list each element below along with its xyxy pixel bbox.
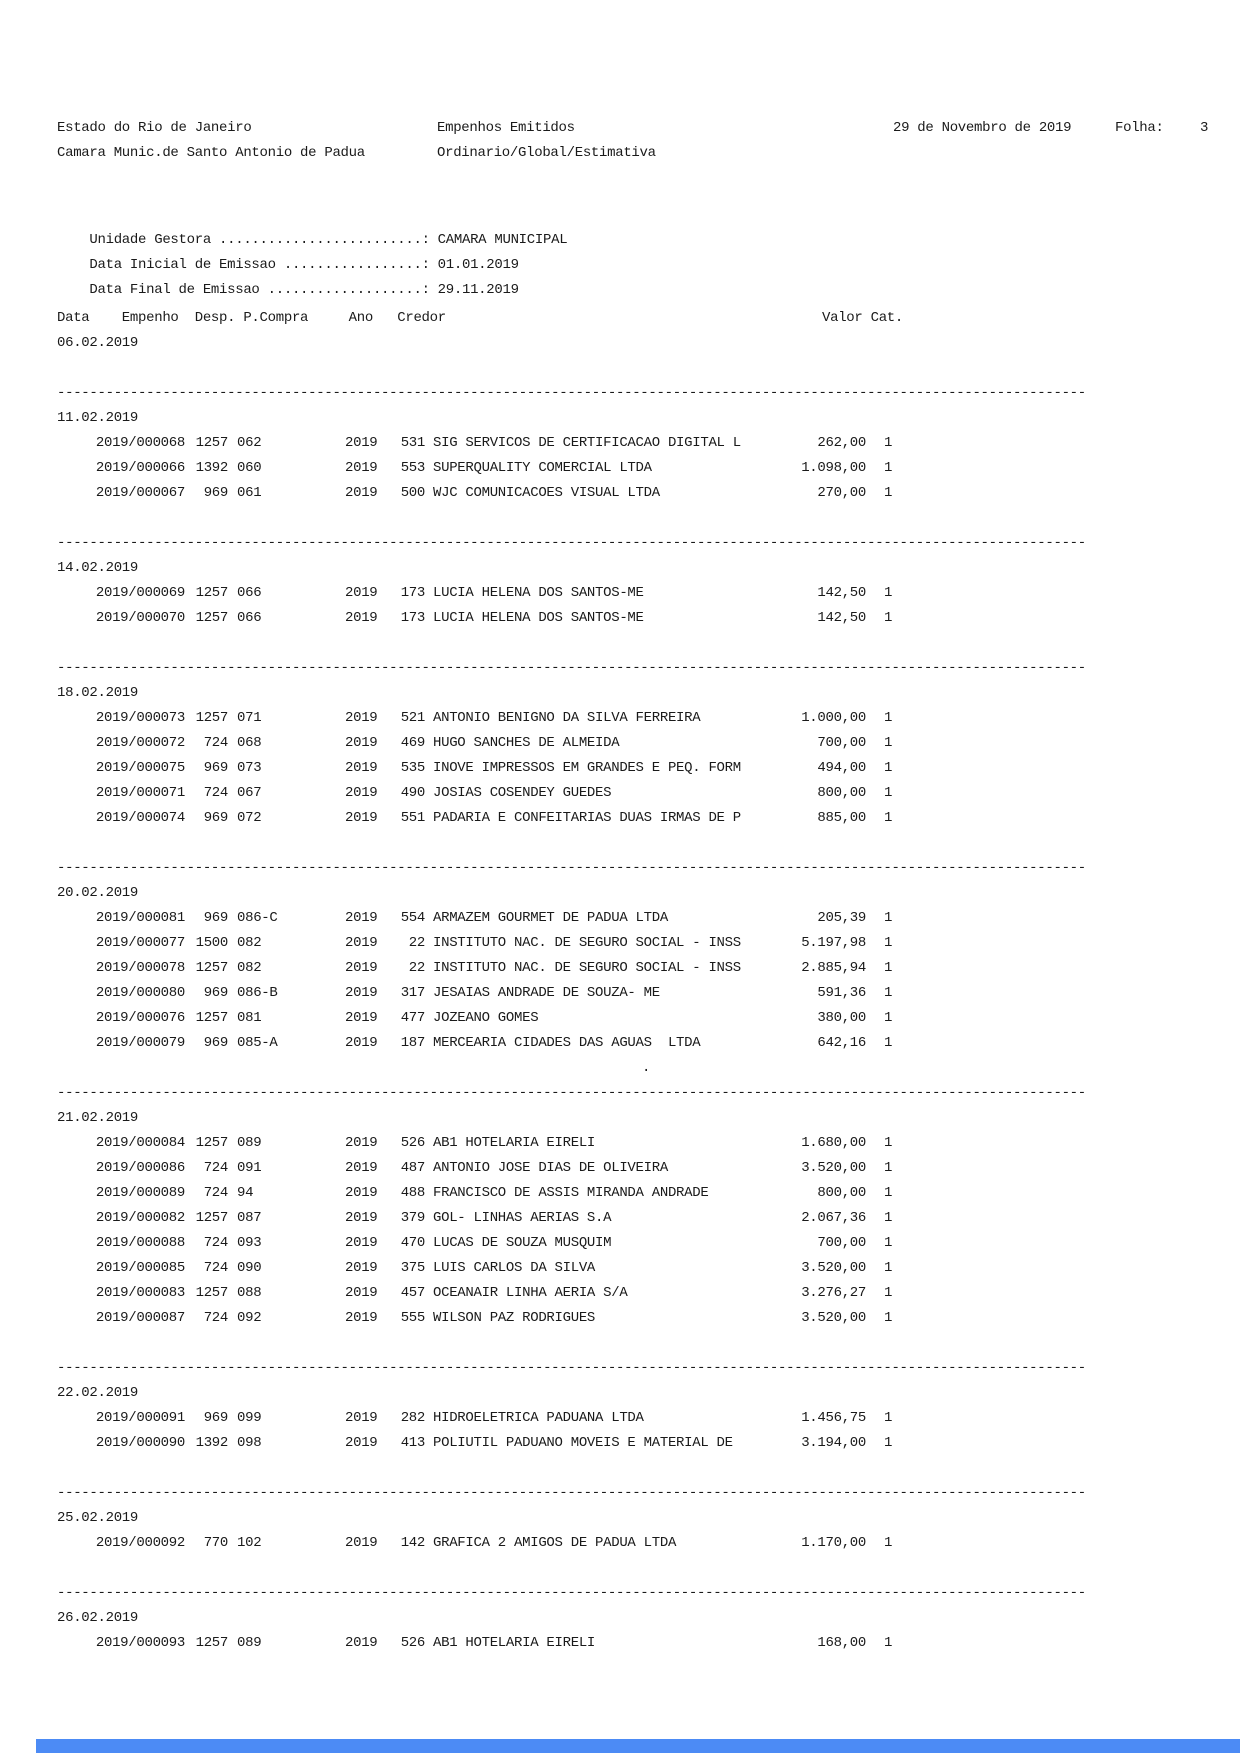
dashed-separator: -------------------------------------------------------------------------------------------------------------------------------: [57, 1360, 1086, 1376]
section-date: 11.02.2019: [57, 410, 139, 426]
cell-desp: 969: [203, 1035, 228, 1051]
cell-pcompra: 066: [237, 610, 262, 626]
cell-desp: 1257: [195, 1635, 228, 1651]
cell-cat: 1: [884, 585, 893, 601]
dashed-separator: -------------------------------------------------------------------------------------------------------------------------------: [57, 1485, 1086, 1501]
cell-empenho: 2019/000093: [95, 1635, 185, 1651]
report-title: Empenhos Emitidos: [437, 120, 575, 136]
section-date: 06.02.2019: [57, 335, 139, 351]
cell-valor: 262,00: [817, 435, 866, 451]
cell-empenho: 2019/000083: [95, 1285, 185, 1301]
cell-credor-name: LUCIA HELENA DOS SANTOS-ME: [433, 585, 644, 601]
cell-ano: 2019: [345, 1285, 378, 1301]
cell-ano: 2019: [345, 1010, 378, 1026]
cell-credor-num: 22: [408, 960, 425, 976]
cell-valor: 2.067,36: [801, 1210, 866, 1226]
cell-ano: 2019: [345, 460, 378, 476]
cell-pcompra: 072: [237, 810, 262, 826]
cell-credor-name: HIDROELETRICA PADUANA LTDA: [433, 1410, 644, 1426]
cell-credor-name: WJC COMUNICACOES VISUAL LTDA: [433, 485, 660, 501]
cell-credor-num: 531: [400, 435, 425, 451]
cell-valor: 205,39: [817, 910, 866, 926]
cell-credor-num: 457: [400, 1285, 425, 1301]
cell-credor-num: 551: [400, 810, 425, 826]
filter-value: 01.01.2019: [437, 257, 519, 273]
cell-desp: 1257: [195, 610, 228, 626]
table-row: [0, 1306, 1240, 1331]
cell-ano: 2019: [345, 735, 378, 751]
cell-credor-name: JOSIAS COSENDEY GUEDES: [433, 785, 612, 801]
cell-desp: 1257: [195, 435, 228, 451]
cell-desp: 1257: [195, 1210, 228, 1226]
cell-credor-num: 379: [400, 1210, 425, 1226]
cell-cat: 1: [884, 1310, 893, 1326]
folha-label: Folha:: [1115, 120, 1164, 136]
cell-desp: 969: [203, 1410, 228, 1426]
cell-valor: 380,00: [817, 1010, 866, 1026]
table-row: [0, 606, 1240, 631]
cell-credor-num: 317: [400, 985, 425, 1001]
section-date: 21.02.2019: [57, 1110, 139, 1126]
cell-desp: 724: [203, 735, 228, 751]
cell-ano: 2019: [345, 610, 378, 626]
cell-ano: 2019: [345, 960, 378, 976]
cell-pcompra: 061: [237, 485, 262, 501]
table-row: [0, 781, 1240, 806]
cell-cat: 1: [884, 1410, 893, 1426]
table-row: [0, 1156, 1240, 1181]
cell-empenho: 2019/000082: [95, 1210, 185, 1226]
cell-ano: 2019: [345, 1410, 378, 1426]
report-body: [0, 331, 1240, 1656]
cell-desp: 770: [203, 1535, 228, 1551]
table-row: [0, 931, 1240, 956]
cell-credor-name: HUGO SANCHES DE ALMEIDA: [433, 735, 620, 751]
cell-empenho: 2019/000074: [95, 810, 185, 826]
cell-cat: 1: [884, 760, 893, 776]
cell-pcompra: 089: [237, 1135, 262, 1151]
cell-valor: 3.520,00: [801, 1160, 866, 1176]
report-date: 29 de Novembro de 2019: [893, 120, 1072, 136]
cell-cat: 1: [884, 1135, 893, 1151]
cell-credor-name: OCEANAIR LINHA AERIA S/A: [433, 1285, 628, 1301]
cell-credor-name: ANTONIO JOSE DIAS DE OLIVEIRA: [433, 1160, 668, 1176]
cell-cat: 1: [884, 735, 893, 751]
cell-valor: 1.098,00: [801, 460, 866, 476]
cell-valor: 5.197,98: [801, 935, 866, 951]
cell-ano: 2019: [345, 585, 378, 601]
cell-valor: 591,36: [817, 985, 866, 1001]
cell-ano: 2019: [345, 910, 378, 926]
cell-desp: 1392: [195, 460, 228, 476]
cell-ano: 2019: [345, 1160, 378, 1176]
cell-pcompra: 082: [237, 960, 262, 976]
cell-cat: 1: [884, 1435, 893, 1451]
cell-empenho: 2019/000069: [95, 585, 185, 601]
cell-credor-num: 535: [400, 760, 425, 776]
cell-ano: 2019: [345, 985, 378, 1001]
cell-pcompra: 066: [237, 585, 262, 601]
cell-credor-num: 488: [400, 1185, 425, 1201]
cell-empenho: 2019/000084: [95, 1135, 185, 1151]
cell-credor-name: SUPERQUALITY COMERCIAL LTDA: [433, 460, 652, 476]
cell-cat: 1: [884, 785, 893, 801]
cell-credor-name: MERCEARIA CIDADES DAS AGUAS LTDA: [433, 1035, 701, 1051]
cell-empenho: 2019/000079: [95, 1035, 185, 1051]
dashed-separator: -------------------------------------------------------------------------------------------------------------------------------: [57, 1085, 1086, 1101]
cell-credor-name: WILSON PAZ RODRIGUES: [433, 1310, 596, 1326]
cell-valor: 700,00: [817, 735, 866, 751]
cell-desp: 724: [203, 1260, 228, 1276]
blank-line: [0, 831, 1240, 856]
cell-valor: 800,00: [817, 785, 866, 801]
cell-desp: 969: [203, 760, 228, 776]
table-row: [0, 706, 1240, 731]
cell-empenho: 2019/000081: [95, 910, 185, 926]
cell-desp: 1500: [195, 935, 228, 951]
cell-ano: 2019: [345, 935, 378, 951]
column-header-right: Valor Cat.: [822, 310, 904, 326]
filter-value: CAMARA MUNICIPAL: [437, 232, 568, 248]
cell-empenho: 2019/000066: [95, 460, 185, 476]
cell-ano: 2019: [345, 1035, 378, 1051]
cell-desp: 724: [203, 1310, 228, 1326]
cell-valor: 800,00: [817, 1185, 866, 1201]
cell-valor: 1.456,75: [801, 1410, 866, 1426]
cell-cat: 1: [884, 1035, 893, 1051]
cell-valor: 142,50: [817, 585, 866, 601]
cell-credor-num: 521: [400, 710, 425, 726]
cell-empenho: 2019/000077: [95, 935, 185, 951]
dashed-separator: -------------------------------------------------------------------------------------------------------------------------------: [57, 1585, 1086, 1601]
cell-pcompra: 085-A: [237, 1035, 278, 1051]
cell-pcompra: 067: [237, 785, 262, 801]
cell-credor-name: ANTONIO BENIGNO DA SILVA FERREIRA: [433, 710, 701, 726]
cell-cat: 1: [884, 1260, 893, 1276]
horizontal-scrollbar[interactable]: [36, 1739, 1240, 1753]
blank-line: [0, 1331, 1240, 1356]
cell-desp: 1257: [195, 960, 228, 976]
blank-line: [0, 1456, 1240, 1481]
cell-empenho: 2019/000085: [95, 1260, 185, 1276]
table-row: [0, 456, 1240, 481]
table-row: [0, 1531, 1240, 1556]
filter-label: Data Final de Emissao ...................:: [89, 282, 430, 298]
stray-dot: .: [642, 1060, 651, 1076]
cell-pcompra: 093: [237, 1235, 262, 1251]
cell-valor: 3.520,00: [801, 1310, 866, 1326]
cell-desp: 1257: [195, 1010, 228, 1026]
cell-pcompra: 94: [237, 1185, 254, 1201]
cell-cat: 1: [884, 485, 893, 501]
cell-credor-num: 142: [400, 1535, 425, 1551]
table-row: [0, 1231, 1240, 1256]
cell-cat: 1: [884, 810, 893, 826]
cell-credor-num: 487: [400, 1160, 425, 1176]
cell-valor: 885,00: [817, 810, 866, 826]
cell-pcompra: 099: [237, 1410, 262, 1426]
cell-cat: 1: [884, 1010, 893, 1026]
org-name: Camara Munic.de Santo Antonio de Padua: [57, 145, 365, 161]
cell-credor-name: JESAIAS ANDRADE DE SOUZA- ME: [433, 985, 660, 1001]
folha-number: 3: [1200, 120, 1209, 136]
cell-valor: 3.276,27: [801, 1285, 866, 1301]
cell-pcompra: 092: [237, 1310, 262, 1326]
blank-line: [0, 506, 1240, 531]
cell-cat: 1: [884, 435, 893, 451]
cell-pcompra: 091: [237, 1160, 262, 1176]
cell-credor-name: ARMAZEM GOURMET DE PADUA LTDA: [433, 910, 668, 926]
filter-label: Unidade Gestora .........................:: [89, 232, 430, 248]
cell-empenho: 2019/000076: [95, 1010, 185, 1026]
cell-credor-name: PADARIA E CONFEITARIAS DUAS IRMAS DE P: [433, 810, 741, 826]
cell-credor-name: SIG SERVICOS DE CERTIFICACAO DIGITAL L: [433, 435, 741, 451]
cell-ano: 2019: [345, 1635, 378, 1651]
cell-credor-name: INSTITUTO NAC. DE SEGURO SOCIAL - INSS: [433, 960, 741, 976]
cell-ano: 2019: [345, 1535, 378, 1551]
column-header-left: Data Empenho Desp. P.Compra Ano Credor: [57, 310, 446, 326]
cell-valor: 1.170,00: [801, 1535, 866, 1551]
cell-pcompra: 098: [237, 1435, 262, 1451]
cell-credor-name: INSTITUTO NAC. DE SEGURO SOCIAL - INSS: [433, 935, 741, 951]
cell-credor-num: 173: [400, 610, 425, 626]
cell-empenho: 2019/000068: [95, 435, 185, 451]
cell-empenho: 2019/000073: [95, 710, 185, 726]
table-row: [0, 1431, 1240, 1456]
table-row: [0, 1131, 1240, 1156]
cell-cat: 1: [884, 1185, 893, 1201]
cell-empenho: 2019/000086: [95, 1160, 185, 1176]
cell-credor-num: 470: [400, 1235, 425, 1251]
cell-credor-num: 555: [400, 1310, 425, 1326]
cell-cat: 1: [884, 960, 893, 976]
cell-pcompra: 090: [237, 1260, 262, 1276]
cell-ano: 2019: [345, 1310, 378, 1326]
cell-cat: 1: [884, 460, 893, 476]
cell-empenho: 2019/000071: [95, 785, 185, 801]
cell-credor-name: JOZEANO GOMES: [433, 1010, 539, 1026]
cell-ano: 2019: [345, 710, 378, 726]
cell-credor-name: AB1 HOTELARIA EIRELI: [433, 1635, 596, 1651]
cell-credor-name: FRANCISCO DE ASSIS MIRANDA ANDRADE: [433, 1185, 709, 1201]
table-row: [0, 981, 1240, 1006]
cell-empenho: 2019/000070: [95, 610, 185, 626]
cell-credor-num: 22: [408, 935, 425, 951]
cell-pcompra: 082: [237, 935, 262, 951]
table-row: [0, 806, 1240, 831]
cell-credor-num: 553: [400, 460, 425, 476]
cell-ano: 2019: [345, 1260, 378, 1276]
cell-pcompra: 089: [237, 1635, 262, 1651]
cell-credor-name: GOL- LINHAS AERIAS S.A: [433, 1210, 612, 1226]
cell-ano: 2019: [345, 785, 378, 801]
report-subtitle: Ordinario/Global/Estimativa: [437, 145, 656, 161]
cell-ano: 2019: [345, 760, 378, 776]
cell-cat: 1: [884, 610, 893, 626]
table-row: [0, 581, 1240, 606]
cell-pcompra: 068: [237, 735, 262, 751]
cell-credor-name: LUCIA HELENA DOS SANTOS-ME: [433, 610, 644, 626]
cell-valor: 1.680,00: [801, 1135, 866, 1151]
cell-empenho: 2019/000067: [95, 485, 185, 501]
table-row: [0, 1631, 1240, 1656]
cell-desp: 969: [203, 985, 228, 1001]
cell-cat: 1: [884, 935, 893, 951]
table-row: [0, 1256, 1240, 1281]
cell-cat: 1: [884, 1210, 893, 1226]
cell-desp: 724: [203, 1235, 228, 1251]
cell-valor: 168,00: [817, 1635, 866, 1651]
cell-credor-name: GRAFICA 2 AMIGOS DE PADUA LTDA: [433, 1535, 677, 1551]
cell-desp: 724: [203, 1185, 228, 1201]
cell-desp: 724: [203, 785, 228, 801]
cell-ano: 2019: [345, 435, 378, 451]
section-date: 18.02.2019: [57, 685, 139, 701]
cell-valor: 494,00: [817, 760, 866, 776]
cell-empenho: 2019/000080: [95, 985, 185, 1001]
cell-credor-num: 490: [400, 785, 425, 801]
filter-label: Data Inicial de Emissao .................:: [89, 257, 430, 273]
cell-cat: 1: [884, 1285, 893, 1301]
dashed-separator: -------------------------------------------------------------------------------------------------------------------------------: [57, 385, 1086, 401]
section-date: 25.02.2019: [57, 1510, 139, 1526]
cell-cat: 1: [884, 1535, 893, 1551]
section-date: 20.02.2019: [57, 885, 139, 901]
cell-cat: 1: [884, 1235, 893, 1251]
cell-desp: 969: [203, 810, 228, 826]
cell-desp: 969: [203, 485, 228, 501]
cell-ano: 2019: [345, 485, 378, 501]
filter-data-final: [57, 253, 519, 298]
cell-empenho: 2019/000072: [95, 735, 185, 751]
cell-desp: 724: [203, 1160, 228, 1176]
cell-credor-num: 477: [400, 1010, 425, 1026]
cell-credor-num: 173: [400, 585, 425, 601]
cell-valor: 270,00: [817, 485, 866, 501]
cell-cat: 1: [884, 910, 893, 926]
cell-empenho: 2019/000090: [95, 1435, 185, 1451]
cell-valor: 2.885,94: [801, 960, 866, 976]
cell-pcompra: 071: [237, 710, 262, 726]
blank-line: [0, 1556, 1240, 1581]
blank-line: [0, 356, 1240, 381]
cell-empenho: 2019/000078: [95, 960, 185, 976]
cell-credor-name: POLIUTIL PADUANO MOVEIS E MATERIAL DE: [433, 1435, 733, 1451]
cell-empenho: 2019/000089: [95, 1185, 185, 1201]
table-row: [0, 731, 1240, 756]
cell-desp: 1257: [195, 585, 228, 601]
cell-desp: 1392: [195, 1435, 228, 1451]
cell-ano: 2019: [345, 1435, 378, 1451]
cell-pcompra: 081: [237, 1010, 262, 1026]
table-row: [0, 1406, 1240, 1431]
cell-credor-num: 413: [400, 1435, 425, 1451]
table-row: [0, 481, 1240, 506]
cell-pcompra: 060: [237, 460, 262, 476]
cell-pcompra: 073: [237, 760, 262, 776]
blank-line: [0, 631, 1240, 656]
cell-credor-num: 469: [400, 735, 425, 751]
cell-valor: 142,50: [817, 610, 866, 626]
dashed-separator: -------------------------------------------------------------------------------------------------------------------------------: [57, 660, 1086, 676]
cell-credor-num: 554: [400, 910, 425, 926]
cell-pcompra: 102: [237, 1535, 262, 1551]
cell-desp: 1257: [195, 1285, 228, 1301]
cell-credor-num: 187: [400, 1035, 425, 1051]
cell-pcompra: 087: [237, 1210, 262, 1226]
cell-desp: 1257: [195, 1135, 228, 1151]
cell-empenho: 2019/000075: [95, 760, 185, 776]
cell-ano: 2019: [345, 1210, 378, 1226]
cell-cat: 1: [884, 1635, 893, 1651]
cell-credor-name: LUIS CARLOS DA SILVA: [433, 1260, 596, 1276]
table-row: [0, 756, 1240, 781]
filter-data-inicial: [57, 228, 519, 273]
column-header: [0, 306, 1240, 331]
cell-ano: 2019: [345, 810, 378, 826]
cell-credor-num: 282: [400, 1410, 425, 1426]
dashed-separator: -------------------------------------------------------------------------------------------------------------------------------: [57, 535, 1086, 551]
cell-pcompra: 086-B: [237, 985, 278, 1001]
filter-value: 29.11.2019: [437, 282, 519, 298]
cell-credor-num: 526: [400, 1135, 425, 1151]
cell-cat: 1: [884, 985, 893, 1001]
table-row: [0, 1206, 1240, 1231]
cell-pcompra: 088: [237, 1285, 262, 1301]
cell-valor: 3.520,00: [801, 1260, 866, 1276]
table-row: [0, 956, 1240, 981]
cell-credor-num: 500: [400, 485, 425, 501]
cell-credor-num: 375: [400, 1260, 425, 1276]
table-row: [0, 431, 1240, 456]
cell-credor-name: INOVE IMPRESSOS EM GRANDES E PEQ. FORM: [433, 760, 741, 776]
cell-valor: 1.000,00: [801, 710, 866, 726]
section-date: 22.02.2019: [57, 1385, 139, 1401]
cell-valor: 3.194,00: [801, 1435, 866, 1451]
cell-ano: 2019: [345, 1135, 378, 1151]
cell-credor-num: 526: [400, 1635, 425, 1651]
table-row: [0, 1181, 1240, 1206]
cell-credor-name: LUCAS DE SOUZA MUSQUIM: [433, 1235, 612, 1251]
section-date: 26.02.2019: [57, 1610, 139, 1626]
table-row: [0, 1031, 1240, 1056]
cell-empenho: 2019/000088: [95, 1235, 185, 1251]
cell-valor: 642,16: [817, 1035, 866, 1051]
cell-empenho: 2019/000092: [95, 1535, 185, 1551]
cell-credor-name: AB1 HOTELARIA EIRELI: [433, 1135, 596, 1151]
cell-empenho: 2019/000087: [95, 1310, 185, 1326]
cell-valor: 700,00: [817, 1235, 866, 1251]
cell-ano: 2019: [345, 1185, 378, 1201]
cell-desp: 1257: [195, 710, 228, 726]
org-state: Estado do Rio de Janeiro: [57, 120, 252, 136]
table-row: [0, 906, 1240, 931]
cell-pcompra: 086-C: [237, 910, 278, 926]
cell-ano: 2019: [345, 1235, 378, 1251]
table-row: [0, 1006, 1240, 1031]
table-row: [0, 1281, 1240, 1306]
cell-desp: 969: [203, 910, 228, 926]
cell-pcompra: 062: [237, 435, 262, 451]
filter-unidade-gestora: [57, 203, 568, 248]
dashed-separator: -------------------------------------------------------------------------------------------------------------------------------: [57, 860, 1086, 876]
cell-empenho: 2019/000091: [95, 1410, 185, 1426]
section-date: 14.02.2019: [57, 560, 139, 576]
cell-cat: 1: [884, 710, 893, 726]
cell-cat: 1: [884, 1160, 893, 1176]
